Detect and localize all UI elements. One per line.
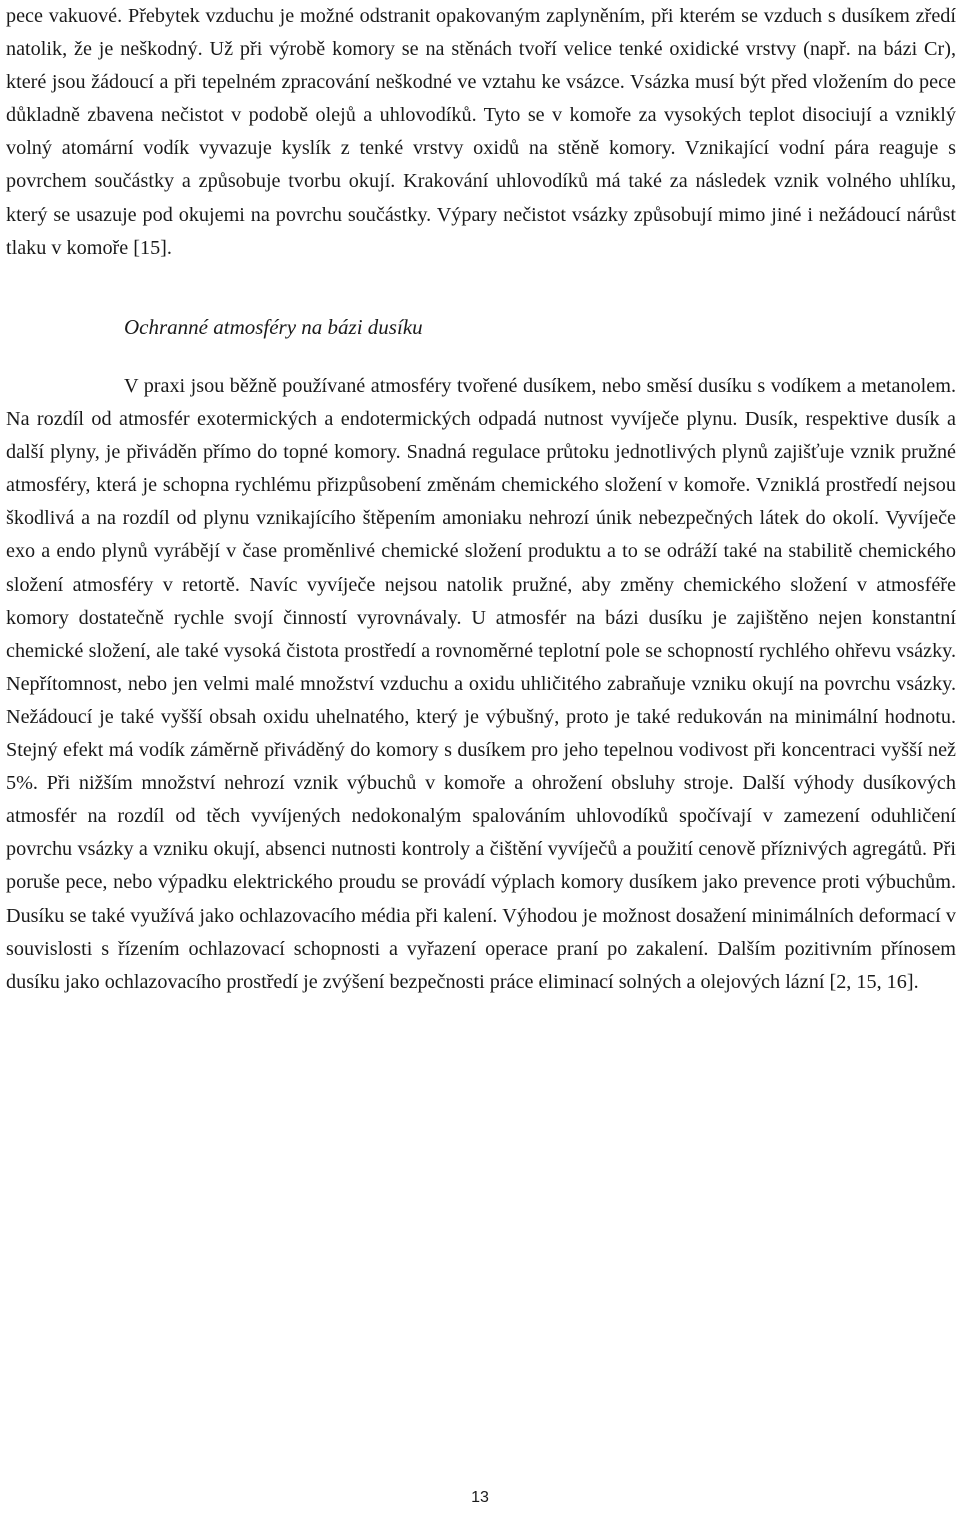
section-heading: Ochranné atmosféry na bázi dusíku xyxy=(124,315,423,339)
page-number: 13 xyxy=(471,1489,489,1506)
body-paragraph-1: pece vakuové. Přebytek vzduchu je možné odstranit opakovaným zaplyněním, při kterém se vzduch s dusíkem zředí natolik, že je neškodný. Už při výrobě komory se na stěnách tvoří velice tenké oxidické vrstvy (např. na bázi Cr), které jsou žádoucí a při tepelném zpracování neškodné ve vztahu ke vsázce. Vsázka musí být před vložením do pece důkladně zbavena nečistot v podobě olejů a uhlovodíků. Tyto se v komoře za vysokých teplot disociují a vzniklý volný atomární vodík vyvazuje kyslík z tenké vrstvy oxidů na stěně komory. Vznikající vodní pára reaguje s povrchem součástky a způsobuje tvorbu okují. Krakování uhlovodíků má také za následek vznik volného uhlíku, který se usazuje pod okujemi na povrchu součástky. Výpary nečistot vsázky způsobují mimo jiné i nežádoucí nárůst tlaku v komoře [15]. xyxy=(6,5,956,259)
body-paragraph-2: V praxi jsou běžně používané atmosféry tvořené dusíkem, nebo směsí dusíku s vodíkem a metanolem. Na rozdíl od atmosfér exotermických a endotermických odpadá nutnost vyvíječe plynu. Dusík, respektive dusík a další plyny, je přiváděn přímo do topné komory. Snadná regulace průtoku jednotlivých plynů zajišťuje vznik pružné atmosféry, která je schopna rychlému přizpůsobení změnám chemického složení v komoře. Vzniklá prostředí nejsou škodlivá a na rozdíl od plynu vznikajícího štěpením amoniaku nehrozí únik nebezpečných látek do okolí. Vyvíječe exo a endo plynů vyrábějí v čase proměnlivé chemické složení produktu a to se odráží také na stabilitě chemického složení atmosféry v retortě. Navíc vyvíječe nejsou natolik pružné, aby změny chemického složení v atmosféře komory dostatečně rychle svojí činností vyrovnávaly. U atmosfér na bázi dusíku je zajištěno nejen konstantní chemické složení, ale také vysoká čistota prostředí a rovnoměrné teplotní pole se schopností rychlého ohřevu vsázky. Nepřítomnost, nebo jen velmi malé množství vzduchu a oxidu uhličitého zabraňuje vzniku okují na povrchu vsázky. Nežádoucí je také vyšší obsah oxidu uhelnatého, který je výbušný, proto je také redukován na minimální hodnotu. Stejný efekt má vodík záměrně přiváděný do komory s dusíkem pro jeho tepelnou vodivost při koncentraci vyšší než 5%. Při nižším množství nehrozí vznik výbuchů v komoře a ohrožení obsluhy stroje. Další výhody dusíkových atmosfér na rozdíl od těch vyvíjených nedokonalým spalováním uhlovodíků spočívají v zamezení oduhličení povrchu vsázky a vzniku okují, absenci nutnosti kontroly a čištění vyvíječů a použití cenově příznivých agregátů. Při poruše pece, nebo výpadku elektrického proudu se provádí výplach komory dusíkem jako prevence proti výbuchům. Dusíku se také využívá jako ochlazovacího média při kalení. Výhodou je možnost dosažení minimálních deformací v souvislosti s řízením ochlazovací schopnosti a vyřazení operace praní po zakalení. Dalším pozitivním přínosem dusíku jako ochlazovacího prostředí je zvýšení bezpečnosti práce eliminací solných a olejových lázní [2, 15, 16]. xyxy=(6,375,956,993)
